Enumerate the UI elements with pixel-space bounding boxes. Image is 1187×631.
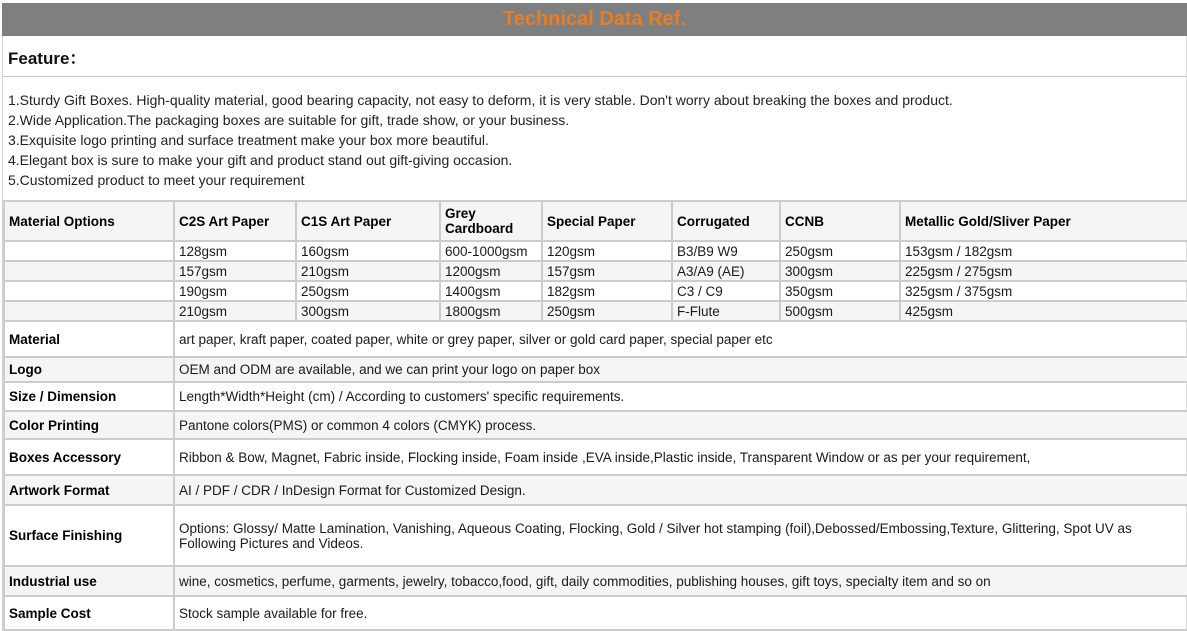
- page-title: Technical Data Ref.: [502, 8, 687, 30]
- cell: 325gsm / 375gsm: [900, 281, 1187, 301]
- cell: 250gsm: [780, 241, 900, 261]
- detail-row-sample-cost: [4, 596, 1187, 630]
- detail-row-logo: [4, 357, 1187, 382]
- detail-value: wine, cosmetics, perfume, garments, jewelry, tobacco,food, gift, daily commodities, publishing houses, gift toys, specialty item and so on: [174, 566, 1187, 596]
- cell: 128gsm: [174, 241, 296, 261]
- detail-label: Surface Finishing: [4, 505, 174, 566]
- cell: 182gsm: [542, 281, 672, 301]
- cell: 350gsm: [780, 281, 900, 301]
- feature-item: 2.Wide Application.The packaging boxes are suitable for gift, trade show, or your business.: [8, 112, 570, 128]
- cell: A3/A9 (AE): [672, 261, 780, 281]
- cell: 225gsm / 275gsm: [900, 261, 1187, 281]
- content-area: [2, 36, 1187, 631]
- detail-value: AI / PDF / CDR / InDesign Format for Customized Design.: [174, 475, 1187, 505]
- table-row: [4, 301, 1187, 321]
- detail-row-surface-finishing: [4, 505, 1187, 566]
- feature-list: [3, 77, 1186, 200]
- cell: 190gsm: [174, 281, 296, 301]
- detail-label: Logo: [4, 357, 174, 382]
- cell: 157gsm: [542, 261, 672, 281]
- spec-table: [3, 200, 1187, 631]
- cell: 300gsm: [296, 301, 440, 321]
- detail-row-material: [4, 321, 1187, 357]
- cell: 600-1000gsm: [440, 241, 542, 261]
- cell: 160gsm: [296, 241, 440, 261]
- table-header-row: [4, 201, 1187, 241]
- detail-value: Options: Glossy/ Matte Lamination, Vanishing, Aqueous Coating, Flocking, Gold / Silver hot stamping (foil),Debossed/Embossing,Texture, Glittering, Spot UV as Following Pictures and Videos.: [174, 505, 1187, 566]
- feature-item: 3.Exquisite logo printing and surface treatment make your box more beautiful.: [8, 132, 489, 148]
- column-header-c1s-art-paper: C1S Art Paper: [296, 201, 440, 241]
- column-header-ccnb: CCNB: [780, 201, 900, 241]
- cell: [4, 301, 174, 321]
- column-header-c2s-art-paper: C2S Art Paper: [174, 201, 296, 241]
- detail-label: Artwork Format: [4, 475, 174, 505]
- cell: 425gsm: [900, 301, 1187, 321]
- detail-row-color-printing: [4, 411, 1187, 439]
- cell: 157gsm: [174, 261, 296, 281]
- column-header-special-paper: Special Paper: [542, 201, 672, 241]
- feature-item: 4.Elegant box is sure to make your gift and product stand out gift-giving occasion.: [8, 152, 513, 168]
- table-row: [4, 241, 1187, 261]
- cell: 1800gsm: [440, 301, 542, 321]
- page: [0, 3, 1187, 631]
- detail-value: Stock sample available for free.: [174, 596, 1187, 630]
- cell: [4, 281, 174, 301]
- detail-value: OEM and ODM are available, and we can print your logo on paper box: [174, 357, 1187, 382]
- cell: 250gsm: [296, 281, 440, 301]
- cell: 250gsm: [542, 301, 672, 321]
- detail-label: Color Printing: [4, 411, 174, 439]
- detail-label: Sample Cost: [4, 596, 174, 630]
- feature-heading: Feature：: [3, 36, 1186, 77]
- cell: 153gsm / 182gsm: [900, 241, 1187, 261]
- cell: 1400gsm: [440, 281, 542, 301]
- detail-label: Boxes Accessory: [4, 439, 174, 475]
- detail-value: art paper, kraft paper, coated paper, white or grey paper, silver or gold card paper, special paper etc: [174, 321, 1187, 357]
- detail-value: Ribbon & Bow, Magnet, Fabric inside, Flocking inside, Foam inside ,EVA inside,Plastic inside, Transparent Window or as per your requirement,: [174, 439, 1187, 475]
- table-row: [4, 261, 1187, 281]
- detail-row-size-dimension: [4, 382, 1187, 411]
- column-header-corrugated: Corrugated: [672, 201, 780, 241]
- column-header-material-options: Material Options: [4, 201, 174, 241]
- cell: [4, 261, 174, 281]
- detail-label: Material: [4, 321, 174, 357]
- cell: 500gsm: [780, 301, 900, 321]
- detail-value: Pantone colors(PMS) or common 4 colors (CMYK) process.: [174, 411, 1187, 439]
- cell: 210gsm: [174, 301, 296, 321]
- detail-value: Length*Width*Height (cm) / According to customers' specific requirements.: [174, 382, 1187, 411]
- cell: 120gsm: [542, 241, 672, 261]
- detail-label: Industrial use: [4, 566, 174, 596]
- cell: [4, 241, 174, 261]
- feature-item: 1.Sturdy Gift Boxes. High-quality material, good bearing capacity, not easy to deform, it is very stable. Don't worry about breaking the boxes and product.: [8, 92, 953, 108]
- column-header-grey-cardboard: Grey Cardboard: [440, 201, 542, 241]
- cell: C3 / C9: [672, 281, 780, 301]
- detail-row-artwork-format: [4, 475, 1187, 505]
- feature-item: 5.Customized product to meet your requirement: [8, 172, 305, 188]
- cell: 210gsm: [296, 261, 440, 281]
- detail-row-boxes-accessory: [4, 439, 1187, 475]
- detail-row-industrial-use: [4, 566, 1187, 596]
- cell: B3/B9 W9: [672, 241, 780, 261]
- title-bar: [2, 3, 1187, 36]
- detail-label: Size / Dimension: [4, 382, 174, 411]
- cell: F-Flute: [672, 301, 780, 321]
- cell: 1200gsm: [440, 261, 542, 281]
- cell: 300gsm: [780, 261, 900, 281]
- column-header-metallic-paper: Metallic Gold/Sliver Paper: [900, 201, 1187, 241]
- table-row: [4, 281, 1187, 301]
